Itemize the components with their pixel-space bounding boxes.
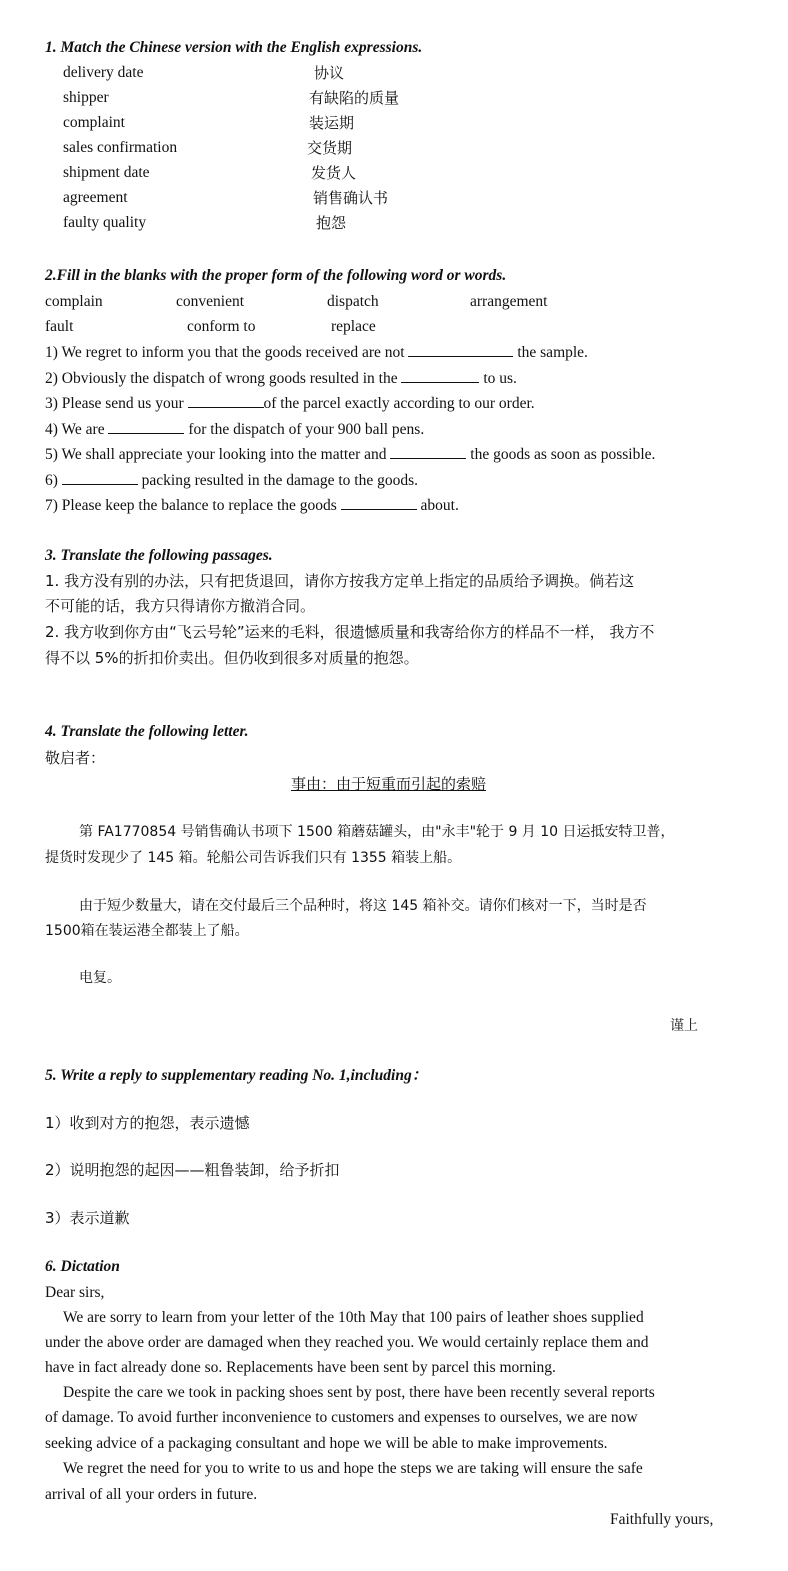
answer-blank[interactable] [408,342,513,357]
letter-paragraph-line: 电复。 [79,970,121,986]
letter-paragraph-line: 由于短少数量大，请在交付最后三个品种时，将这 145 箱补交。请你们核对一下，当时是否 [79,898,647,914]
section-5-heading: 5. Write a reply to supplementary reading No. 1,including： [45,1067,428,1084]
english-term: shipper [63,89,109,106]
dictation-line: We are sorry to learn from your letter of the 10th May that 100 pairs of leather shoes supplied [63,1309,644,1326]
chinese-term: 发货人 [311,164,357,182]
word-bank-item: fault [45,318,74,335]
chinese-term: 销售确认书 [313,189,389,207]
letter-closing: 谨上 [670,1018,698,1034]
passage-line: 1. 我方没有别的办法，只有把货退回，请你方按我方定单上指定的品质给予调换。倘若这 [45,572,635,590]
english-term: complaint [63,114,125,131]
chinese-term: 抱怨 [316,214,347,232]
answer-blank[interactable] [401,368,479,383]
passage-line: 得不以 5%的折扣价卖出。但仍收到很多对质量的抱怨。 [45,649,419,667]
dictation-line: We regret the need for you to write to us and hope the steps we are taking will ensure the safe [63,1460,643,1477]
letter-paragraph-line: 第 FA1770854 号销售确认书项下 1500 箱蘑菇罐头，由"永丰"轮于 9 月 10 日运抵安特卫普， [79,824,675,840]
question-7: 7) Please keep the balance to replace the goods about. [45,497,459,514]
section-6-heading: 6. Dictation [45,1258,120,1275]
letter-subject: 事由：由于短重而引起的索赔 [291,775,487,793]
word-bank-item: complain [45,293,103,310]
chinese-term: 交货期 [307,139,353,157]
question-4: 4) We are for the dispatch of your 900 ball pens. [45,421,425,438]
word-bank-item: dispatch [327,293,379,310]
section-4-heading: 4. Translate the following letter. [45,723,249,740]
question-2: 2) Obviously the dispatch of wrong goods resulted in the to us. [45,370,517,387]
chinese-term: 有缺陷的质量 [309,89,400,107]
letter-salutation: 敬启者： [45,749,106,767]
dictation-line: arrival of all your orders in future. [45,1486,258,1503]
english-term: agreement [63,189,128,206]
question-5: 5) We shall appreciate your looking into the matter and the goods as soon as possible. [45,446,656,463]
section-1-heading: 1. Match the Chinese version with the English expressions. [45,39,423,56]
english-term: delivery date [63,64,144,81]
letter-paragraph-line: 提货时发现少了 145 箱。轮船公司告诉我们只有 1355 箱装上船。 [45,850,462,866]
reply-item: 3）表示道歉 [45,1209,130,1227]
reply-item: 2）说明抱怨的起因——粗鲁装卸，给予折扣 [45,1161,340,1179]
dictation-line: seeking advice of a packaging consultant and hope we will be able to make improvements. [45,1435,608,1452]
passage-line: 不可能的话，我方只得请你方撤消合同。 [45,597,316,615]
word-bank-item: conform to [187,318,256,335]
dictation-line: Despite the care we took in packing shoes sent by post, there have been recently several reports [63,1384,655,1401]
word-bank-item: convenient [176,293,245,310]
section-2-heading: 2.Fill in the blanks with the proper form of the following word or words. [45,267,507,284]
answer-blank[interactable] [341,495,417,510]
chinese-term: 装运期 [309,114,355,132]
dictation-closing: Faithfully yours, [610,1511,714,1528]
chinese-term: 协议 [314,64,345,82]
section-3-heading: 3. Translate the following passages. [45,547,273,564]
answer-blank[interactable] [188,393,264,408]
english-term: faulty quality [63,214,147,231]
answer-blank[interactable] [62,470,138,485]
reply-item: 1）收到对方的抱怨，表示遗憾 [45,1114,250,1132]
question-1: 1) We regret to inform you that the goods received are not the sample. [45,344,588,361]
letter-paragraph-line: 1500箱在装运港全都装上了船。 [45,923,249,939]
dictation-line: of damage. To avoid further inconvenience to customers and expenses to ourselves, we are now [45,1409,638,1426]
dictation-line: have in fact already done so. Replacements have been sent by parcel this morning. [45,1359,556,1376]
answer-blank[interactable] [390,444,466,459]
word-bank-item: arrangement [470,293,548,310]
dictation-salutation: Dear sirs, [45,1284,105,1301]
answer-blank[interactable] [108,419,184,434]
english-term: sales confirmation [63,139,178,156]
question-3: 3) Please send us your of the parcel exactly according to our order. [45,395,535,412]
word-bank-item: replace [331,318,376,335]
dictation-line: under the above order are damaged when they reached you. We would certainly replace them and [45,1334,649,1351]
passage-line: 2. 我方收到你方由“飞云号轮”运来的毛料，很遗憾质量和我寄给你方的样品不一样， 我方不 [45,623,655,641]
question-6: 6) packing resulted in the damage to the goods. [45,472,419,489]
english-term: shipment date [63,164,150,181]
